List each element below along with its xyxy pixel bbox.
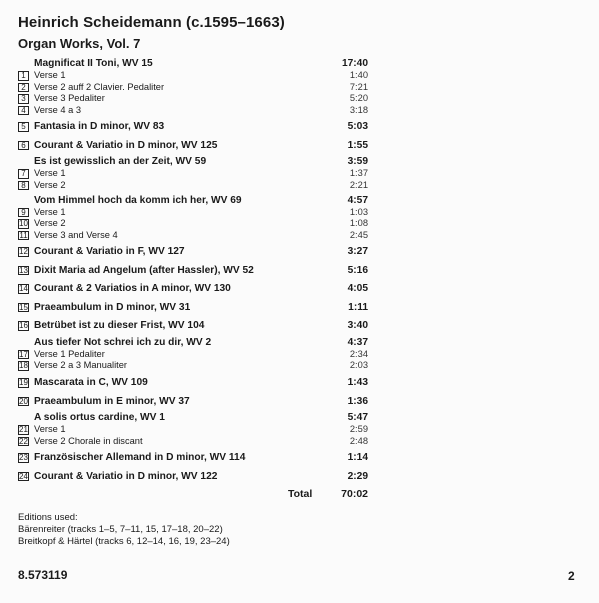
track-title: A solis ortus cardine, WV 1: [34, 412, 165, 424]
track-title: Courant & Variatio in D minor, WV 122: [34, 470, 218, 482]
track-row: [18, 180, 372, 192]
track-row: [18, 70, 372, 82]
total-duration: 70:02: [341, 488, 368, 500]
track-duration: 1:14: [347, 452, 368, 464]
track-title: Verse 2: [34, 218, 66, 229]
track-title: Verse 1: [34, 424, 66, 435]
track-title: Verse 1 Pedaliter: [34, 348, 105, 359]
track-duration: 5:47: [347, 412, 368, 424]
track-number-box: 3: [18, 94, 29, 104]
track-row: [18, 372, 372, 391]
track-title: Französischer Allemand in D minor, WV 114: [34, 452, 246, 464]
editions-heading: Editions used:: [18, 512, 78, 523]
track-number-box: 13: [19, 265, 28, 275]
track-number-box: 12: [19, 247, 28, 257]
track-title: Betrübet ist zu dieser Frist, WV 104: [34, 320, 205, 332]
track-number-box: 1: [18, 71, 29, 81]
track-title: Verse 2 auff 2 Clavier. Pedaliter: [34, 81, 165, 92]
track-duration: 2:48: [349, 435, 368, 446]
track-number-box: 24: [19, 471, 28, 481]
track-title: Dixit Maria ad Angelum (after Hassler), WV 52: [34, 264, 254, 276]
track-title: Vom Himmel hoch da komm ich her, WV 69: [34, 194, 242, 206]
track-duration: 4:57: [347, 194, 368, 206]
track-row: [18, 424, 372, 436]
catalog-number: 8.573119: [18, 568, 68, 582]
track-row: [18, 297, 372, 316]
track-row: [18, 436, 372, 448]
track-number-box: 23: [19, 453, 28, 463]
track-duration: 1:55: [347, 139, 368, 151]
track-row: [18, 260, 372, 279]
track-number-box: 21: [19, 425, 28, 435]
track-row: [18, 349, 372, 361]
work-heading-row: [18, 334, 372, 349]
track-title: Verse 1: [34, 168, 66, 179]
track-number-box: 19: [19, 378, 28, 388]
track-title: Praeambulum in E minor, WV 37: [34, 395, 190, 407]
track-row: [18, 230, 372, 242]
track-duration: 1:08: [349, 218, 368, 229]
track-list: [18, 55, 372, 484]
editions-note: [18, 512, 230, 548]
track-number-box: 8: [18, 181, 29, 191]
track-title: Verse 4 a 3: [34, 104, 82, 115]
track-number-box: 7: [18, 169, 29, 179]
track-duration: 3:18: [349, 104, 368, 115]
track-number-box: 18: [19, 361, 28, 371]
track-title: Mascarata in C, WV 109: [34, 377, 148, 389]
track-title: Verse 3 Pedaliter: [34, 93, 105, 104]
track-duration: 5:16: [347, 264, 368, 276]
track-duration: 4:05: [347, 283, 368, 295]
track-duration: 2:21: [349, 179, 368, 190]
track-row: [18, 135, 372, 154]
track-row: [18, 466, 372, 485]
track-number-box: 20: [19, 396, 28, 406]
track-duration: 7:21: [349, 81, 368, 92]
work-heading-row: [18, 192, 372, 207]
track-title: Es ist gewisslich an der Zeit, WV 59: [34, 156, 207, 168]
track-title: Verse 2: [34, 179, 66, 190]
track-duration: 1:40: [349, 70, 368, 80]
total-row: [18, 488, 372, 504]
track-number-box: 17: [19, 349, 28, 359]
work-heading-row: [18, 409, 372, 424]
total-label: Total: [288, 488, 313, 500]
track-row: [18, 447, 372, 466]
track-row: [18, 93, 372, 105]
track-title: Verse 2 Chorale in discant: [34, 435, 143, 446]
track-title: Courant & 2 Variatios in A minor, WV 130: [34, 283, 231, 295]
track-duration: 5:03: [347, 121, 368, 133]
track-row: [18, 82, 372, 94]
track-duration: 2:03: [349, 360, 368, 371]
track-title: Verse 3 and Verse 4: [34, 229, 118, 240]
track-row: [18, 391, 372, 410]
track-duration: 1:43: [347, 377, 368, 389]
track-title: Verse 2 a 3 Manualiter: [34, 360, 128, 371]
page-number: 2: [568, 569, 575, 583]
page-subtitle: Organ Works, Vol. 7: [18, 36, 141, 51]
track-duration: 3:59: [347, 156, 368, 168]
track-number-box: 14: [19, 284, 28, 294]
track-duration: 1:03: [349, 206, 368, 217]
track-title: Courant & Variatio in F, WV 127: [34, 246, 185, 258]
editions-line: Bärenreiter (tracks 1–5, 7–11, 15, 17–18, 20–22): [18, 524, 223, 535]
track-duration: 1:11: [348, 301, 368, 313]
track-number-box: 2: [18, 83, 29, 93]
track-row: [18, 218, 372, 230]
track-number-box: 5: [18, 122, 29, 132]
track-row: [18, 278, 372, 297]
track-title: Verse 1: [34, 70, 66, 80]
track-number-box: 10: [19, 219, 28, 229]
work-heading-row: [18, 153, 372, 168]
editions-line: Breitkopf & Härtel (tracks 6, 12–14, 16, 19, 23–24): [18, 536, 230, 547]
track-duration: 1:36: [347, 395, 368, 407]
track-duration: 5:20: [349, 93, 368, 104]
work-heading-row: [18, 55, 372, 70]
track-title: Verse 1: [34, 206, 66, 217]
track-title: Fantasia in D minor, WV 83: [34, 121, 165, 133]
track-duration: 3:40: [347, 320, 368, 332]
track-number-box: 9: [18, 208, 29, 218]
track-row: [18, 116, 372, 135]
page-title: Heinrich Scheidemann (c.1595–1663): [18, 14, 285, 31]
track-title: Aus tiefer Not schrei ich zu dir, WV 2: [34, 336, 212, 348]
track-duration: 3:27: [347, 246, 368, 258]
track-number-box: 6: [18, 141, 29, 151]
track-row: [18, 360, 372, 372]
track-number-box: 16: [19, 321, 28, 331]
track-duration: 2:59: [349, 424, 368, 435]
track-duration: 2:29: [347, 470, 368, 482]
track-title: Magnificat II Toni, WV 15: [34, 58, 153, 69]
track-duration: 4:37: [347, 336, 368, 348]
track-number-box: 4: [18, 106, 29, 116]
track-number-box: 11: [19, 230, 28, 240]
track-duration: 2:45: [349, 229, 368, 240]
track-row: [18, 105, 372, 117]
track-number-box: 22: [19, 436, 28, 446]
track-duration: 17:40: [341, 58, 368, 69]
track-row: [18, 315, 372, 334]
track-title: Praeambulum in D minor, WV 31: [34, 301, 191, 313]
track-number-box: 15: [19, 302, 28, 312]
track-row: [18, 207, 372, 219]
track-row: [18, 168, 372, 180]
track-duration: 1:37: [349, 168, 368, 179]
track-row: [18, 241, 372, 260]
track-title: Courant & Variatio in D minor, WV 125: [34, 139, 218, 151]
track-duration: 2:34: [349, 348, 368, 359]
